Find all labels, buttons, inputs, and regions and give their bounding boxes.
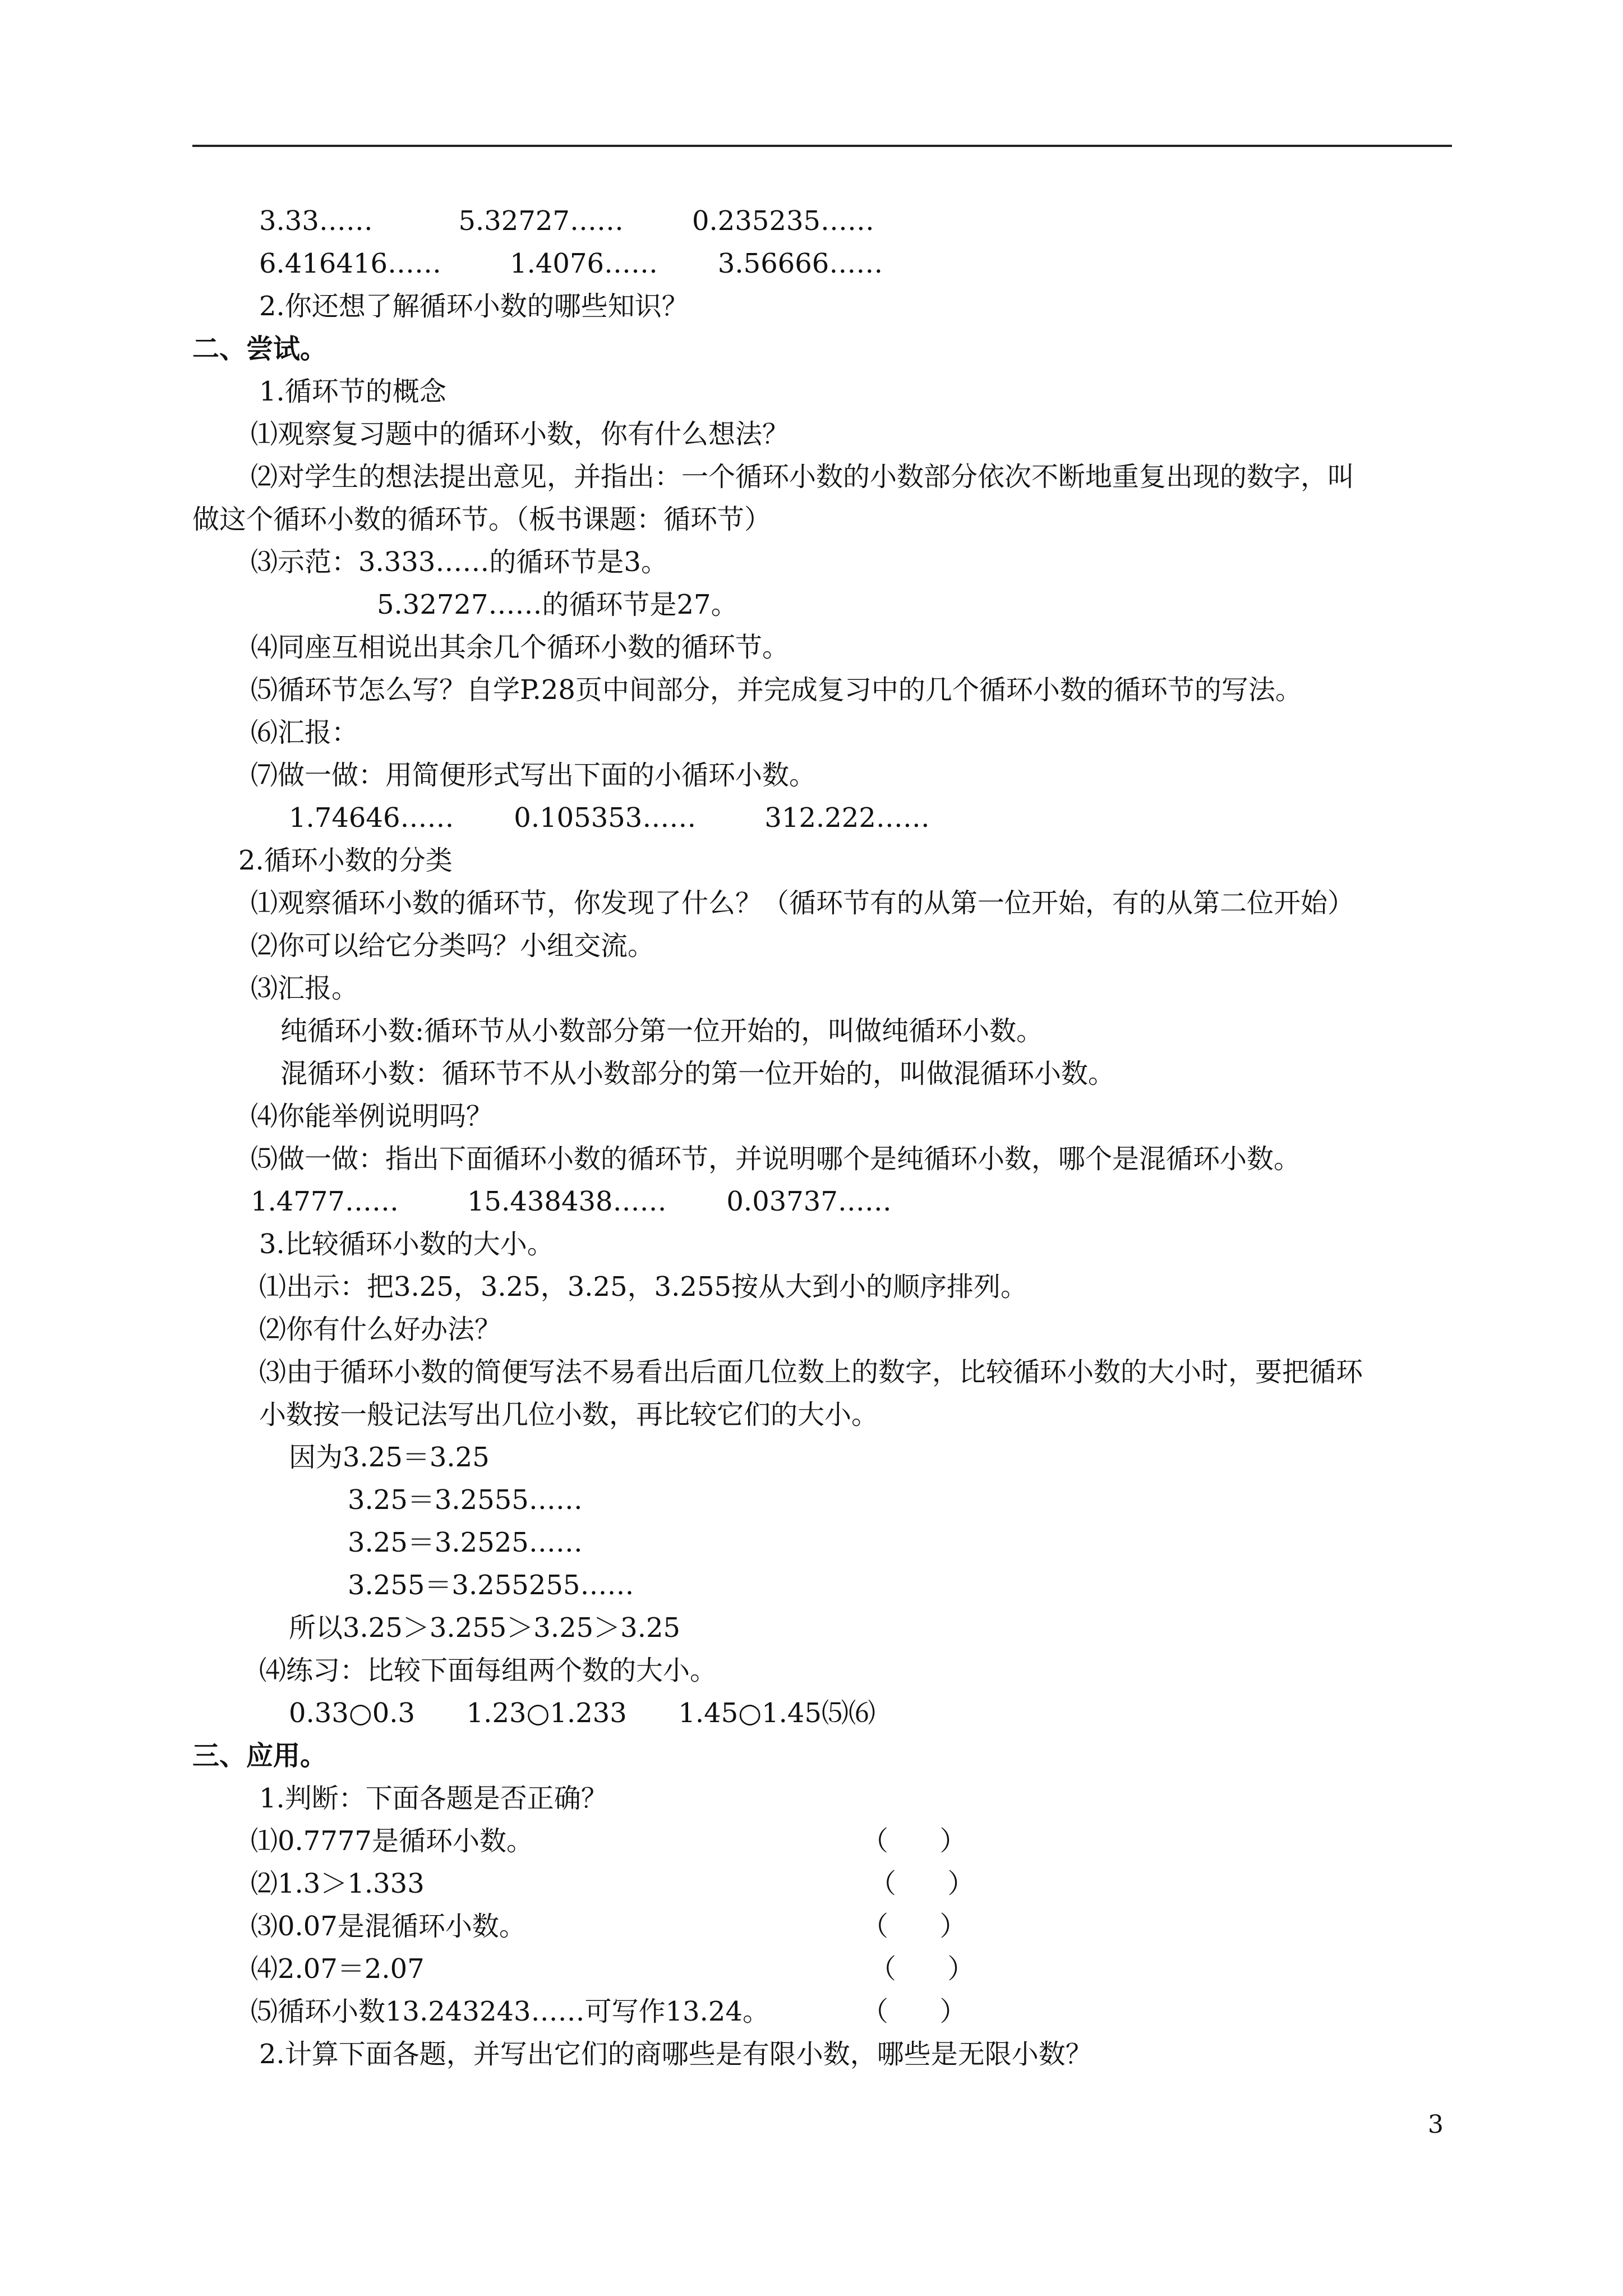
paragraph: ⑷同座互相说出其余几个循环小数的循环节。 [251,632,790,663]
page-number: 3 [1428,2110,1444,2139]
paragraph: ⑵你有什么好办法？ [259,1314,502,1345]
subsection-compare: 3.比较循环小数的大小。 [259,1228,554,1260]
exercise-compare: 0.33○0.3 1.23○1.233 1.45○1.45⑸⑹ [289,1697,875,1729]
paragraph: ⑷你能举例说明吗？ [251,1101,494,1132]
paragraph: ⑴观察复习题中的循环小数，你有什么想法？ [251,418,790,450]
paragraph: 做这个循环小数的循环节。（板书课题：循环节） [192,504,772,535]
subsection-calculate: 2.计算下面各题，并写出它们的商哪些是有限小数，哪些是无限小数？ [259,2039,1092,2070]
answer-parentheses[interactable]: （ ） [869,1953,975,1985]
paragraph: ⑶示范：3.333……的循环节是3。 [251,546,668,578]
definition-pure: 纯循环小数:循环节从小数部分第一位开始的，叫做纯循环小数。 [280,1015,1044,1047]
paragraph: ⑶汇报。 [251,973,359,1004]
paragraph: ⑸做一做：指出下面循环小数的循环节，并说明哪个是纯循环小数，哪个是混循环小数。 [251,1143,1301,1175]
judge-item: ⑵1.3＞1.333 [251,1868,425,1899]
paragraph: ⑹汇报： [251,717,359,748]
paragraph: ⑺做一做：用简便形式写出下面的小循环小数。 [251,760,817,791]
paragraph: ⑸循环节怎么写？自学P.28页中间部分，并完成复习中的几个循环小数的循环节的写法。 [251,674,1302,706]
paragraph: ⑴出示：把3.25，3.25，3.25，3.255按从大到小的顺序排列。 [259,1271,1028,1303]
judge-item: ⑶0.07是混循环小数。 [251,1911,526,1942]
comparison-step: 3.255＝3.255255…… [348,1570,634,1601]
paragraph: 小数按一般记法写出几位小数，再比较它们的大小。 [259,1399,879,1430]
review-question: 2.你还想了解循环小数的哪些知识？ [259,291,689,322]
paragraph: ⑷练习：比较下面每组两个数的大小。 [259,1655,717,1686]
judge-item: ⑷2.07＝2.07 [251,1953,425,1985]
subsection-classification: 2.循环小数的分类 [238,845,453,876]
paragraph: ⑵你可以给它分类吗？小组交流。 [251,930,655,961]
subsection-concept: 1.循环节的概念 [259,376,446,407]
review-decimals-row-2: 6.416416…… 1.4076…… 3.56666…… [259,248,883,279]
paragraph: ⑵对学生的想法提出意见，并指出：一个循环小数的小数部分依次不断地重复出现的数字，叫 [251,461,1355,493]
answer-parentheses[interactable]: （ ） [861,1911,967,1942]
comparison-result: 所以3.25＞3.255＞3.25＞3.25 [289,1612,681,1644]
header-rule [192,145,1452,147]
answer-parentheses[interactable]: （ ） [861,1825,967,1857]
answer-parentheses[interactable]: （ ） [869,1868,975,1899]
comparison-step: 3.25＝3.2555…… [348,1484,583,1516]
comparison-step: 因为3.25＝3.25 [289,1442,490,1473]
paragraph: 5.32727……的循环节是27。 [377,589,738,620]
review-decimals-row-1: 3.33…… 5.32727…… 0.235235…… [259,205,875,237]
subsection-judge: 1.判断：下面各题是否正确？ [259,1783,608,1814]
section-heading-try: 二、尝试。 [192,333,328,365]
judge-item: ⑸循环小数13.243243……可写作13.24。 [251,1996,769,2027]
comparison-step: 3.25＝3.2525…… [348,1527,583,1558]
answer-parentheses[interactable]: （ ） [861,1996,967,2027]
exercise-decimals: 1.4777…… 15.438438…… 0.03737…… [251,1186,892,1217]
judge-item: ⑴0.7777是循环小数。 [251,1825,533,1857]
paragraph: ⑴观察循环小数的循环节，你发现了什么？（循环节有的从第一位开始，有的从第二位开始） [251,887,1355,919]
section-heading-apply: 三、应用。 [192,1740,328,1772]
definition-mixed: 混循环小数：循环节不从小数部分的第一位开始的，叫做混循环小数。 [280,1058,1115,1089]
paragraph: ⑶由于循环小数的简便写法不易看出后面几位数上的数字，比较循环小数的大小时，要把循环 [259,1356,1363,1388]
exercise-decimals: 1.74646…… 0.105353…… 312.222…… [289,802,930,834]
